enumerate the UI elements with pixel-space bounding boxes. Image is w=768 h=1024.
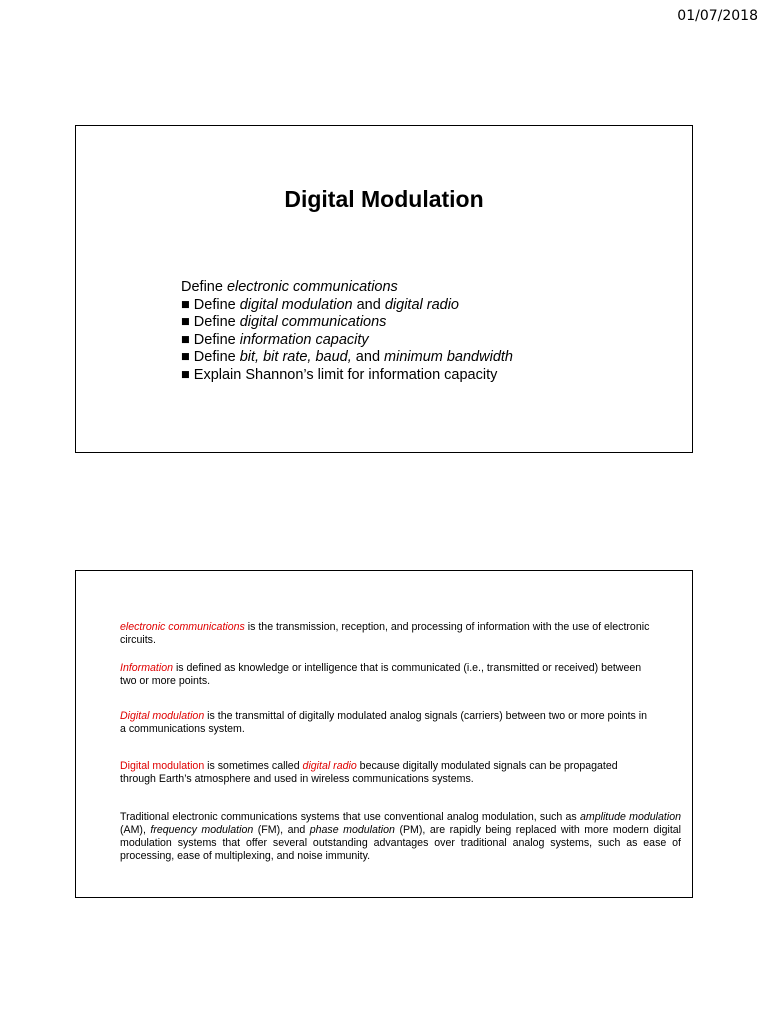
definition-electronic-communications: electronic communications is the transmission, reception, and processing of information with the use of electronic circuits. xyxy=(120,621,650,646)
list-item: ■ Define digital communications xyxy=(181,314,387,331)
slide-2 xyxy=(75,570,693,898)
slide-title: Digital Modulation xyxy=(284,186,484,212)
definition-information: Information is defined as knowledge or intelligence that is communicated (i.e., transmitted or received) between two or more points. xyxy=(120,662,642,687)
slide-1 xyxy=(75,125,693,453)
list-item: ■ Define information capacity xyxy=(181,331,369,348)
objectives-list xyxy=(181,279,513,385)
digital-radio-note: Digital modulation is sometimes called digital radio because digitally modulated signals can be propagated through Earth’s atmosphere and used in wireless communications systems. xyxy=(120,760,618,785)
list-item: Define electronic communications xyxy=(181,279,398,295)
list-item: ■ Define digital modulation and digital radio xyxy=(181,296,460,313)
page-date: 01/07/2018 xyxy=(677,8,758,24)
traditional-systems-paragraph: Traditional electronic communications systems that use conventional analog modulation, such as amplitude modulation (AM), frequency modulation (FM), and phase modulation (PM), are rapidly being replaced with more modern digital modulation systems that offer several outstanding advantages over traditional analog systems, such as ease of processing, ease of multiplexing, and noise immunity. xyxy=(120,811,682,862)
list-item: ■ Explain Shannon’s limit for information capacity xyxy=(181,366,498,383)
list-item: ■ Define bit, bit rate, baud, and minimum bandwidth xyxy=(181,349,513,366)
definition-digital-modulation: Digital modulation is the transmittal of digitally modulated analog signals (carriers) between two or more points in a communications system. xyxy=(120,710,648,735)
